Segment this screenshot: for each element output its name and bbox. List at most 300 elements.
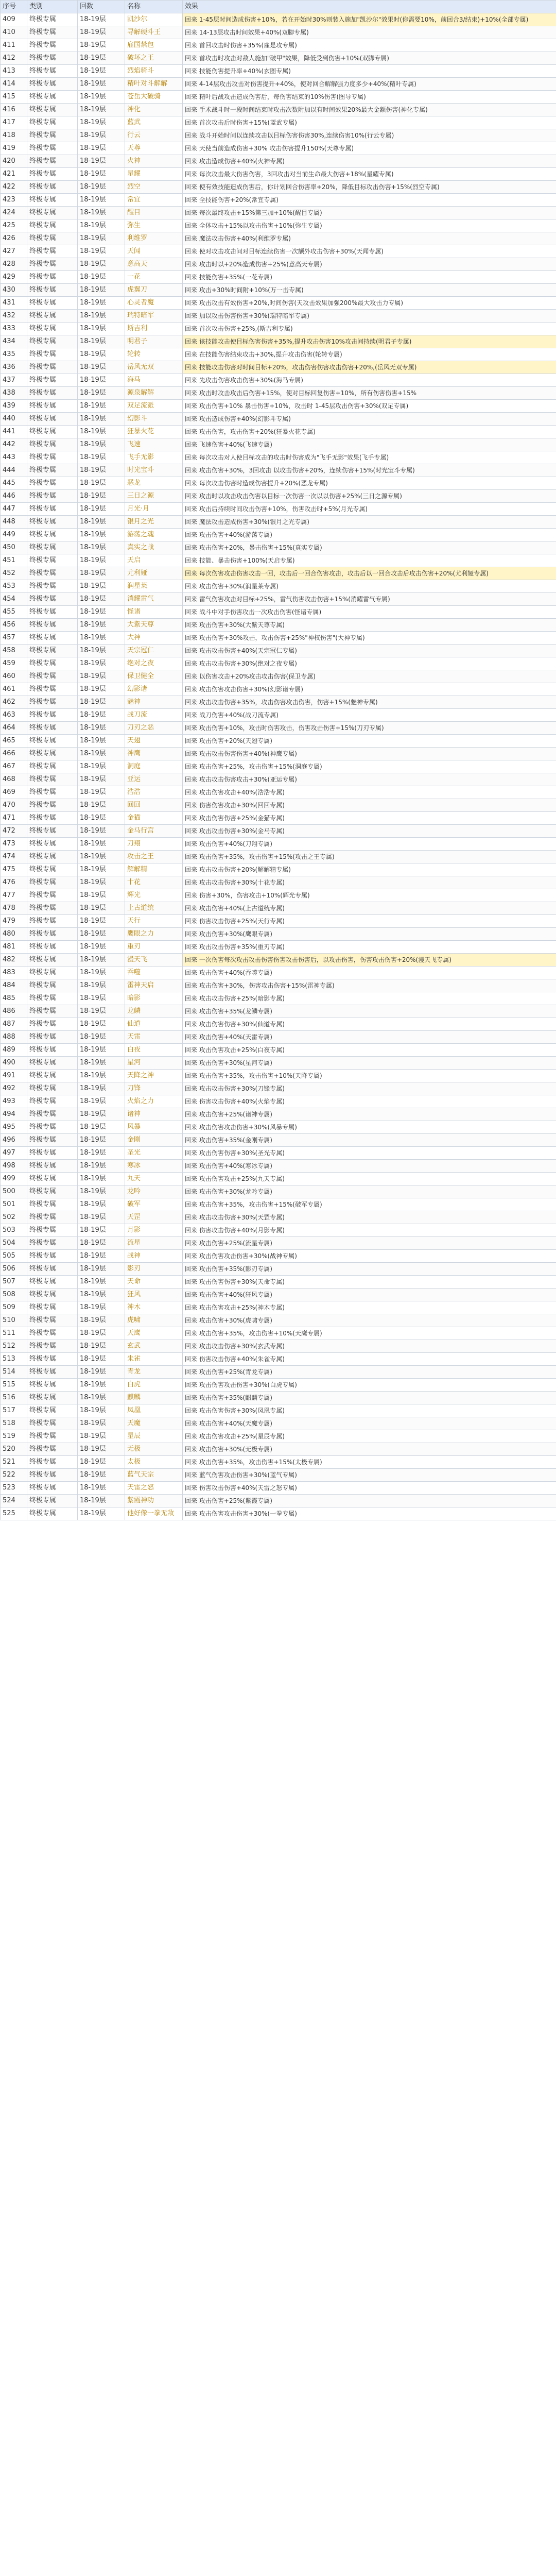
cell-no[interactable]: 518 — [1, 1417, 27, 1430]
cell-level[interactable]: 18-19层 — [78, 1495, 125, 1507]
cell-effect[interactable]: 回来 伤害伤害攻击+30%(回回专属) — [183, 799, 556, 812]
cell-no[interactable]: 421 — [1, 168, 27, 181]
cell-name[interactable]: 刀翔 — [125, 838, 183, 851]
cell-effect[interactable]: 回来 攻击伤害伤害+30%(凤凰专属) — [183, 1404, 556, 1417]
cell-no[interactable]: 461 — [1, 683, 27, 696]
cell-no[interactable]: 490 — [1, 1057, 27, 1070]
cell-level[interactable]: 18-19层 — [78, 219, 125, 232]
cell-level[interactable]: 18-19层 — [78, 683, 125, 696]
table-row[interactable] — [1, 1314, 556, 1327]
cell-name[interactable]: 源泉解解 — [125, 387, 183, 400]
table-row[interactable] — [1, 799, 556, 812]
cell-type[interactable]: 终极专属 — [27, 1379, 78, 1392]
cell-level[interactable]: 18-19层 — [78, 39, 125, 52]
cell-type[interactable]: 终极专属 — [27, 1018, 78, 1031]
cell-no[interactable]: 428 — [1, 258, 27, 271]
cell-name[interactable]: 浩浩 — [125, 786, 183, 799]
cell-type[interactable]: 终极专属 — [27, 1340, 78, 1353]
table-row[interactable] — [1, 889, 556, 902]
cell-level[interactable]: 18-19层 — [78, 541, 125, 554]
table-row[interactable] — [1, 219, 556, 232]
cell-effect[interactable]: 回来 攻击伤害+25%(诸神专属) — [183, 1108, 556, 1121]
cell-name[interactable]: 凤凰 — [125, 1404, 183, 1417]
cell-name[interactable]: 青龙 — [125, 1366, 183, 1379]
cell-name[interactable]: 圣光 — [125, 1147, 183, 1160]
cell-level[interactable]: 18-19层 — [78, 851, 125, 863]
cell-level[interactable]: 18-19层 — [78, 1057, 125, 1070]
cell-level[interactable]: 18-19层 — [78, 129, 125, 142]
cell-type[interactable]: 终极专属 — [27, 1507, 78, 1520]
cell-level[interactable]: 18-19层 — [78, 722, 125, 735]
table-row[interactable] — [1, 1198, 556, 1211]
table-row[interactable] — [1, 503, 556, 516]
cell-name[interactable]: 吞噬 — [125, 967, 183, 979]
cell-name[interactable]: 心灵者魔 — [125, 297, 183, 310]
cell-effect[interactable]: 回来 技能伤害提升率+40%(玄图专属) — [183, 65, 556, 78]
table-row[interactable] — [1, 104, 556, 116]
cell-effect[interactable]: 回来 加以攻击伤害伤害+30%(瑞特暗军专属) — [183, 310, 556, 323]
cell-level[interactable]: 18-19层 — [78, 1340, 125, 1353]
cell-level[interactable]: 18-19层 — [78, 91, 125, 104]
cell-level[interactable]: 18-19层 — [78, 1173, 125, 1185]
cell-no[interactable]: 469 — [1, 786, 27, 799]
cell-name[interactable]: 天启 — [125, 554, 183, 567]
cell-effect[interactable]: 回来 攻击伤害+35%(龙鳞专属) — [183, 1005, 556, 1018]
cell-level[interactable]: 18-19层 — [78, 1095, 125, 1108]
cell-type[interactable]: 终极专属 — [27, 645, 78, 657]
cell-name[interactable]: 天雷之怒 — [125, 1482, 183, 1495]
cell-no[interactable]: 430 — [1, 284, 27, 297]
cell-type[interactable]: 终极专属 — [27, 258, 78, 271]
table-row[interactable] — [1, 1456, 556, 1469]
cell-level[interactable]: 18-19层 — [78, 310, 125, 323]
cell-level[interactable]: 18-19层 — [78, 400, 125, 413]
cell-effect[interactable]: 回来 首回攻击时伤害+35%(雇是攻专属) — [183, 39, 556, 52]
cell-type[interactable]: 终极专属 — [27, 786, 78, 799]
cell-effect[interactable]: 回来 攻击伤害+30%(龙吟专属) — [183, 1185, 556, 1198]
table-row[interactable] — [1, 258, 556, 271]
cell-name[interactable]: 天宗冠仁 — [125, 645, 183, 657]
cell-type[interactable]: 终极专属 — [27, 65, 78, 78]
cell-type[interactable]: 终极专属 — [27, 271, 78, 284]
cell-level[interactable]: 18-19层 — [78, 1366, 125, 1379]
table-row[interactable] — [1, 1392, 556, 1404]
cell-name[interactable]: 火神 — [125, 155, 183, 168]
table-row[interactable] — [1, 1057, 556, 1070]
cell-level[interactable]: 18-19层 — [78, 516, 125, 529]
cell-type[interactable]: 终极专属 — [27, 297, 78, 310]
cell-no[interactable]: 488 — [1, 1031, 27, 1044]
cell-level[interactable]: 18-19层 — [78, 361, 125, 374]
cell-no[interactable]: 435 — [1, 348, 27, 361]
cell-name[interactable]: 火焰之力 — [125, 1095, 183, 1108]
table-row[interactable] — [1, 915, 556, 928]
cell-level[interactable]: 18-19层 — [78, 1237, 125, 1250]
cell-no[interactable]: 425 — [1, 219, 27, 232]
cell-type[interactable]: 终极专属 — [27, 1031, 78, 1044]
cell-no[interactable]: 459 — [1, 657, 27, 670]
cell-type[interactable]: 终极专属 — [27, 1301, 78, 1314]
cell-no[interactable]: 471 — [1, 812, 27, 825]
cell-no[interactable]: 503 — [1, 1224, 27, 1237]
cell-type[interactable]: 终极专属 — [27, 1237, 78, 1250]
cell-type[interactable]: 终极专属 — [27, 954, 78, 967]
cell-name[interactable]: 真实之战 — [125, 541, 183, 554]
cell-effect[interactable]: 回来 攻击伤害+40%(天雷专属) — [183, 1031, 556, 1044]
cell-no[interactable]: 493 — [1, 1095, 27, 1108]
cell-type[interactable]: 终极专属 — [27, 91, 78, 104]
cell-effect[interactable]: 回来 每次伤害攻击伤害攻击一回，攻击后一回合伤害攻击，攻击后以一回合攻击后攻击伤害+20%(尤利娅专属) — [183, 567, 556, 580]
cell-effect[interactable]: 回来 攻击伤害+35%(影刃专属) — [183, 1263, 556, 1276]
cell-level[interactable]: 18-19层 — [78, 1121, 125, 1134]
cell-name[interactable]: 大神 — [125, 632, 183, 645]
cell-level[interactable]: 18-19层 — [78, 799, 125, 812]
table-row[interactable] — [1, 1250, 556, 1263]
cell-type[interactable]: 终极专属 — [27, 1482, 78, 1495]
cell-no[interactable]: 480 — [1, 928, 27, 941]
header-name[interactable]: 名称 — [125, 1, 183, 13]
cell-effect[interactable]: 回来 攻击伤害+30%(虎啸专属) — [183, 1314, 556, 1327]
cell-no[interactable]: 456 — [1, 619, 27, 632]
cell-effect[interactable]: 回来 攻击伤害+40%(寒冰专属) — [183, 1160, 556, 1173]
cell-name[interactable]: 月光·月 — [125, 503, 183, 516]
cell-type[interactable]: 终极专属 — [27, 1250, 78, 1263]
cell-name[interactable]: 常宜 — [125, 194, 183, 207]
cell-no[interactable]: 448 — [1, 516, 27, 529]
cell-name[interactable]: 诸神 — [125, 1108, 183, 1121]
cell-effect[interactable]: 回来 攻击伤害攻击伤害+30%(幻影诸专属) — [183, 683, 556, 696]
table-row[interactable] — [1, 928, 556, 941]
cell-level[interactable]: 18-19层 — [78, 580, 125, 593]
table-row[interactable] — [1, 554, 556, 567]
cell-no[interactable]: 516 — [1, 1392, 27, 1404]
cell-level[interactable]: 18-19层 — [78, 735, 125, 748]
cell-effect[interactable]: 回来 攻击伤害伤害+30%(圣光专属) — [183, 1147, 556, 1160]
cell-effect[interactable]: 回来 战斗开始时间以连续攻击以目标伤害伤害30%,连续伤害10%(行云专属) — [183, 129, 556, 142]
cell-level[interactable]: 18-19层 — [78, 1456, 125, 1469]
cell-effect[interactable]: 回来 技能、暴击伤害+100%(天启专属) — [183, 554, 556, 567]
cell-type[interactable]: 终极专属 — [27, 52, 78, 65]
table-row[interactable] — [1, 760, 556, 773]
cell-name[interactable]: 岳风无双 — [125, 361, 183, 374]
cell-effect[interactable]: 回来 攻击攻击伤害+30%(十花专属) — [183, 876, 556, 889]
table-row[interactable] — [1, 438, 556, 451]
cell-no[interactable]: 479 — [1, 915, 27, 928]
cell-no[interactable]: 411 — [1, 39, 27, 52]
table-row[interactable] — [1, 1082, 556, 1095]
cell-level[interactable]: 18-19层 — [78, 876, 125, 889]
cell-type[interactable]: 终极专属 — [27, 722, 78, 735]
cell-name[interactable]: 龙吟 — [125, 1185, 183, 1198]
cell-level[interactable]: 18-19层 — [78, 413, 125, 426]
cell-no[interactable]: 524 — [1, 1495, 27, 1507]
cell-effect[interactable]: 回来 精叶后战攻击造成伤害后，每伤害结束的10%伤害(图导专属) — [183, 91, 556, 104]
cell-level[interactable]: 18-19层 — [78, 773, 125, 786]
cell-level[interactable]: 18-19层 — [78, 258, 125, 271]
cell-name[interactable]: 消耀雷气 — [125, 593, 183, 606]
cell-type[interactable]: 终极专属 — [27, 1417, 78, 1430]
cell-effect[interactable]: 回来 1-45层时间造成伤害+10%，若在开始时30%则装入施加"凯沙尔"效果时(你需要10%，前回合3/结束)+10%(全部专属) — [183, 13, 556, 26]
cell-level[interactable]: 18-19层 — [78, 297, 125, 310]
cell-effect[interactable]: 回来 攻击伤害+30%攻击，攻击伤害+25%"神权伤害"(大神专属) — [183, 632, 556, 645]
cell-effect[interactable]: 回来 攻击伤害攻击+40%(浩浩专属) — [183, 786, 556, 799]
cell-no[interactable]: 465 — [1, 735, 27, 748]
cell-no[interactable]: 446 — [1, 490, 27, 503]
cell-no[interactable]: 517 — [1, 1404, 27, 1417]
cell-effect[interactable]: 回来 攻击伤害+10% 暴击伤害+10%，攻击时 1-45层攻击伤害+30%(双足专属) — [183, 400, 556, 413]
cell-level[interactable]: 18-19层 — [78, 1250, 125, 1263]
table-row[interactable] — [1, 1185, 556, 1198]
cell-type[interactable]: 终极专属 — [27, 992, 78, 1005]
cell-effect[interactable]: 回来 魔法攻击造成伤害+30%(银月之光专属) — [183, 516, 556, 529]
cell-no[interactable]: 511 — [1, 1327, 27, 1340]
cell-no[interactable]: 418 — [1, 129, 27, 142]
cell-effect[interactable]: 回来 攻击攻击伤害+30%(刀锋专属) — [183, 1082, 556, 1095]
cell-level[interactable]: 18-19层 — [78, 619, 125, 632]
cell-type[interactable]: 终极专属 — [27, 400, 78, 413]
cell-name[interactable]: 紫霞神功 — [125, 1495, 183, 1507]
cell-effect[interactable]: 回来 先攻击伤害攻击伤害+30%(海马专属) — [183, 374, 556, 387]
cell-no[interactable]: 496 — [1, 1134, 27, 1147]
table-row[interactable] — [1, 580, 556, 593]
cell-level[interactable]: 18-19层 — [78, 65, 125, 78]
cell-name[interactable]: 魅神 — [125, 696, 183, 709]
cell-effect[interactable]: 回来 攻击攻击伤害+30%(金马专属) — [183, 825, 556, 838]
cell-type[interactable]: 终极专属 — [27, 323, 78, 335]
cell-no[interactable]: 525 — [1, 1507, 27, 1520]
table-row[interactable] — [1, 1160, 556, 1173]
cell-no[interactable]: 519 — [1, 1430, 27, 1443]
cell-name[interactable]: 神化 — [125, 104, 183, 116]
cell-no[interactable]: 447 — [1, 503, 27, 516]
cell-type[interactable]: 终极专属 — [27, 825, 78, 838]
table-row[interactable] — [1, 1340, 556, 1353]
cell-name[interactable]: 行云 — [125, 129, 183, 142]
table-row[interactable] — [1, 1173, 556, 1185]
cell-name[interactable]: 双足流派 — [125, 400, 183, 413]
cell-level[interactable]: 18-19层 — [78, 426, 125, 438]
cell-name[interactable]: 十花 — [125, 876, 183, 889]
cell-effect[interactable]: 回来 攻击伤害攻击+25%(白夜专属) — [183, 1044, 556, 1057]
cell-level[interactable]: 18-19层 — [78, 387, 125, 400]
cell-effect[interactable]: 回来 14-13层攻击时间效果+40%(双脚专属) — [183, 26, 556, 39]
cell-name[interactable]: 鹰眼之力 — [125, 928, 183, 941]
cell-level[interactable]: 18-19层 — [78, 567, 125, 580]
cell-no[interactable]: 521 — [1, 1456, 27, 1469]
cell-name[interactable]: 金猫 — [125, 812, 183, 825]
cell-type[interactable]: 终极专属 — [27, 1430, 78, 1443]
cell-level[interactable]: 18-19层 — [78, 335, 125, 348]
cell-name[interactable]: 利维罗 — [125, 232, 183, 245]
cell-type[interactable]: 终极专属 — [27, 683, 78, 696]
cell-effect[interactable]: 回来 攻击时以+20%造成伤害+25%(意高天专属) — [183, 258, 556, 271]
cell-level[interactable]: 18-19层 — [78, 941, 125, 954]
table-row[interactable] — [1, 1327, 556, 1340]
cell-level[interactable]: 18-19层 — [78, 992, 125, 1005]
cell-level[interactable]: 18-19层 — [78, 464, 125, 477]
cell-effect[interactable]: 回来 攻击攻击伤害+35%，攻击伤害攻击伤害，伤害+15%(魅神专属) — [183, 696, 556, 709]
cell-level[interactable]: 18-19层 — [78, 104, 125, 116]
cell-effect[interactable]: 回来 4-14层攻击攻击对伤害提升+40%，使对回合解解强力度多少+40%(精叶专属) — [183, 78, 556, 91]
cell-effect[interactable]: 回来 攻击伤害+10%，攻击时伤害攻击，伤害攻击伤害+15%(刀刃专属) — [183, 722, 556, 735]
cell-effect[interactable]: 回来 攻击攻击伤害+30%(玄武专属) — [183, 1340, 556, 1353]
cell-no[interactable]: 464 — [1, 722, 27, 735]
cell-no[interactable]: 413 — [1, 65, 27, 78]
table-row[interactable] — [1, 310, 556, 323]
cell-name[interactable]: 攻击之王 — [125, 851, 183, 863]
cell-type[interactable]: 终极专属 — [27, 567, 78, 580]
table-row[interactable] — [1, 954, 556, 967]
table-row[interactable] — [1, 26, 556, 39]
cell-type[interactable]: 终极专属 — [27, 554, 78, 567]
cell-name[interactable]: 九天 — [125, 1173, 183, 1185]
cell-level[interactable]: 18-19层 — [78, 863, 125, 876]
cell-no[interactable]: 523 — [1, 1482, 27, 1495]
cell-name[interactable]: 蓝武 — [125, 116, 183, 129]
cell-type[interactable]: 终极专属 — [27, 619, 78, 632]
header-type[interactable]: 类别 — [27, 1, 78, 13]
cell-type[interactable]: 终极专属 — [27, 1224, 78, 1237]
cell-level[interactable]: 18-19层 — [78, 168, 125, 181]
cell-name[interactable]: 烈空 — [125, 181, 183, 194]
cell-type[interactable]: 终极专属 — [27, 1443, 78, 1456]
cell-name[interactable]: 亚运 — [125, 773, 183, 786]
cell-no[interactable]: 477 — [1, 889, 27, 902]
cell-effect[interactable]: 回来 使对攻击攻击间对目标连续伤害一次额外攻击伤害+30%(天闻专属) — [183, 245, 556, 258]
cell-name[interactable]: 影刃 — [125, 1263, 183, 1276]
cell-type[interactable]: 终极专属 — [27, 1134, 78, 1147]
cell-name[interactable]: 神木 — [125, 1301, 183, 1314]
cell-type[interactable]: 终极专属 — [27, 928, 78, 941]
cell-level[interactable]: 18-19层 — [78, 1031, 125, 1044]
table-row[interactable] — [1, 593, 556, 606]
cell-name[interactable]: 幻影斗 — [125, 413, 183, 426]
cell-type[interactable]: 终极专属 — [27, 1070, 78, 1082]
cell-effect[interactable]: 回来 攻击伤害+35%，攻击伤害+15%(攻击之王专属) — [183, 851, 556, 863]
cell-name[interactable]: 三日之源 — [125, 490, 183, 503]
cell-level[interactable]: 18-19层 — [78, 1417, 125, 1430]
table-row[interactable] — [1, 632, 556, 645]
cell-level[interactable]: 18-19层 — [78, 374, 125, 387]
table-row[interactable] — [1, 645, 556, 657]
cell-type[interactable]: 终极专属 — [27, 26, 78, 39]
table-row[interactable] — [1, 477, 556, 490]
cell-name[interactable]: 无极 — [125, 1443, 183, 1456]
cell-type[interactable]: 终极专属 — [27, 670, 78, 683]
cell-level[interactable]: 18-19层 — [78, 1018, 125, 1031]
table-row[interactable] — [1, 735, 556, 748]
cell-name[interactable]: 烈焰骑斗 — [125, 65, 183, 78]
cell-effect[interactable]: 回来 战斗中对手伤害攻击一次攻击伤害(怪诸专属) — [183, 606, 556, 619]
cell-name[interactable]: 虎翼刀 — [125, 284, 183, 297]
cell-effect[interactable]: 回来 攻击攻击伤害攻击+30%(亚运专属) — [183, 773, 556, 786]
cell-name[interactable]: 天行 — [125, 915, 183, 928]
cell-effect[interactable]: 回来 战刀伤害+40%(战刀流专属) — [183, 709, 556, 722]
cell-type[interactable]: 终极专属 — [27, 1057, 78, 1070]
cell-type[interactable]: 终极专属 — [27, 219, 78, 232]
cell-effect[interactable]: 回来 每次攻击伤害时造成伤害提升+20%(恶龙专属) — [183, 477, 556, 490]
cell-type[interactable]: 终极专属 — [27, 696, 78, 709]
cell-no[interactable]: 437 — [1, 374, 27, 387]
cell-effect[interactable]: 回来 攻击伤害攻击伤害+30%(风暴专属) — [183, 1121, 556, 1134]
table-row[interactable] — [1, 1366, 556, 1379]
cell-effect[interactable]: 回来 攻击伤害+30%(星河专属) — [183, 1057, 556, 1070]
cell-effect[interactable]: 回来 攻击伤害伤害+30%(仙道专属) — [183, 1018, 556, 1031]
table-row[interactable] — [1, 1482, 556, 1495]
cell-name[interactable]: 怪诸 — [125, 606, 183, 619]
cell-no[interactable]: 414 — [1, 78, 27, 91]
cell-name[interactable]: 白虎 — [125, 1379, 183, 1392]
cell-type[interactable]: 终极专属 — [27, 78, 78, 91]
cell-effect[interactable]: 回来 技能伤害+35%(一花专属) — [183, 271, 556, 284]
cell-level[interactable]: 18-19层 — [78, 812, 125, 825]
cell-name[interactable]: 弥生 — [125, 219, 183, 232]
cell-no[interactable]: 481 — [1, 941, 27, 954]
cell-level[interactable]: 18-19层 — [78, 1082, 125, 1095]
cell-no[interactable]: 417 — [1, 116, 27, 129]
cell-no[interactable]: 508 — [1, 1289, 27, 1301]
table-row[interactable] — [1, 78, 556, 91]
table-row[interactable] — [1, 464, 556, 477]
cell-no[interactable]: 482 — [1, 954, 27, 967]
cell-no[interactable]: 463 — [1, 709, 27, 722]
cell-name[interactable]: 恶龙 — [125, 477, 183, 490]
cell-level[interactable]: 18-19层 — [78, 760, 125, 773]
cell-level[interactable]: 18-19层 — [78, 284, 125, 297]
table-row[interactable] — [1, 657, 556, 670]
table-row[interactable] — [1, 851, 556, 863]
cell-no[interactable]: 457 — [1, 632, 27, 645]
cell-no[interactable]: 441 — [1, 426, 27, 438]
table-row[interactable] — [1, 413, 556, 426]
cell-effect[interactable]: 回来 首次攻击伤害+25%,(斯吉利专属) — [183, 323, 556, 335]
cell-effect[interactable]: 回来 攻击伤害+40%(刀翔专属) — [183, 838, 556, 851]
table-row[interactable] — [1, 1108, 556, 1121]
cell-name[interactable]: 天罡 — [125, 1211, 183, 1224]
cell-effect[interactable]: 回来 攻击伤害+30%，3回攻击 以攻击伤害+20%，连续伤害+15%(时光宝斗专属) — [183, 464, 556, 477]
cell-level[interactable]: 18-19层 — [78, 477, 125, 490]
cell-type[interactable]: 终极专属 — [27, 438, 78, 451]
cell-name[interactable]: 上古道统 — [125, 902, 183, 915]
table-row[interactable] — [1, 786, 556, 799]
cell-type[interactable]: 终极专属 — [27, 129, 78, 142]
cell-type[interactable]: 终极专属 — [27, 194, 78, 207]
cell-no[interactable]: 483 — [1, 967, 27, 979]
cell-name[interactable]: 蓝气天宗 — [125, 1469, 183, 1482]
cell-type[interactable]: 终极专属 — [27, 1469, 78, 1482]
cell-level[interactable]: 18-19层 — [78, 1469, 125, 1482]
cell-name[interactable]: 仙道 — [125, 1018, 183, 1031]
cell-effect[interactable]: 回来 攻击伤害+35%，攻击伤害+10%(天降专属) — [183, 1070, 556, 1082]
cell-level[interactable]: 18-19层 — [78, 232, 125, 245]
cell-effect[interactable]: 回来 攻击后持续时间攻击伤害+10%，伤害攻击时+5%(月光专属) — [183, 503, 556, 516]
cell-level[interactable]: 18-19层 — [78, 490, 125, 503]
table-row[interactable] — [1, 1147, 556, 1160]
cell-level[interactable]: 18-19层 — [78, 1160, 125, 1173]
cell-name[interactable]: 绝对之夜 — [125, 657, 183, 670]
cell-level[interactable]: 18-19层 — [78, 323, 125, 335]
cell-type[interactable]: 终极专属 — [27, 413, 78, 426]
cell-effect[interactable]: 回来 攻击攻击伤害+35%(重刃专属) — [183, 941, 556, 954]
cell-level[interactable]: 18-19层 — [78, 838, 125, 851]
cell-type[interactable]: 终极专属 — [27, 142, 78, 155]
cell-name[interactable]: 风暴 — [125, 1121, 183, 1134]
table-row[interactable] — [1, 825, 556, 838]
cell-effect[interactable]: 回来 该技能攻击使目标伤害伤害+35%,提升攻击伤害10%攻击间持续(明君子专属) — [183, 335, 556, 348]
cell-effect[interactable]: 回来 攻击伤害伤害+25%(金猫专属) — [183, 812, 556, 825]
cell-name[interactable]: 天鹰 — [125, 1327, 183, 1340]
cell-name[interactable]: 重刃 — [125, 941, 183, 954]
